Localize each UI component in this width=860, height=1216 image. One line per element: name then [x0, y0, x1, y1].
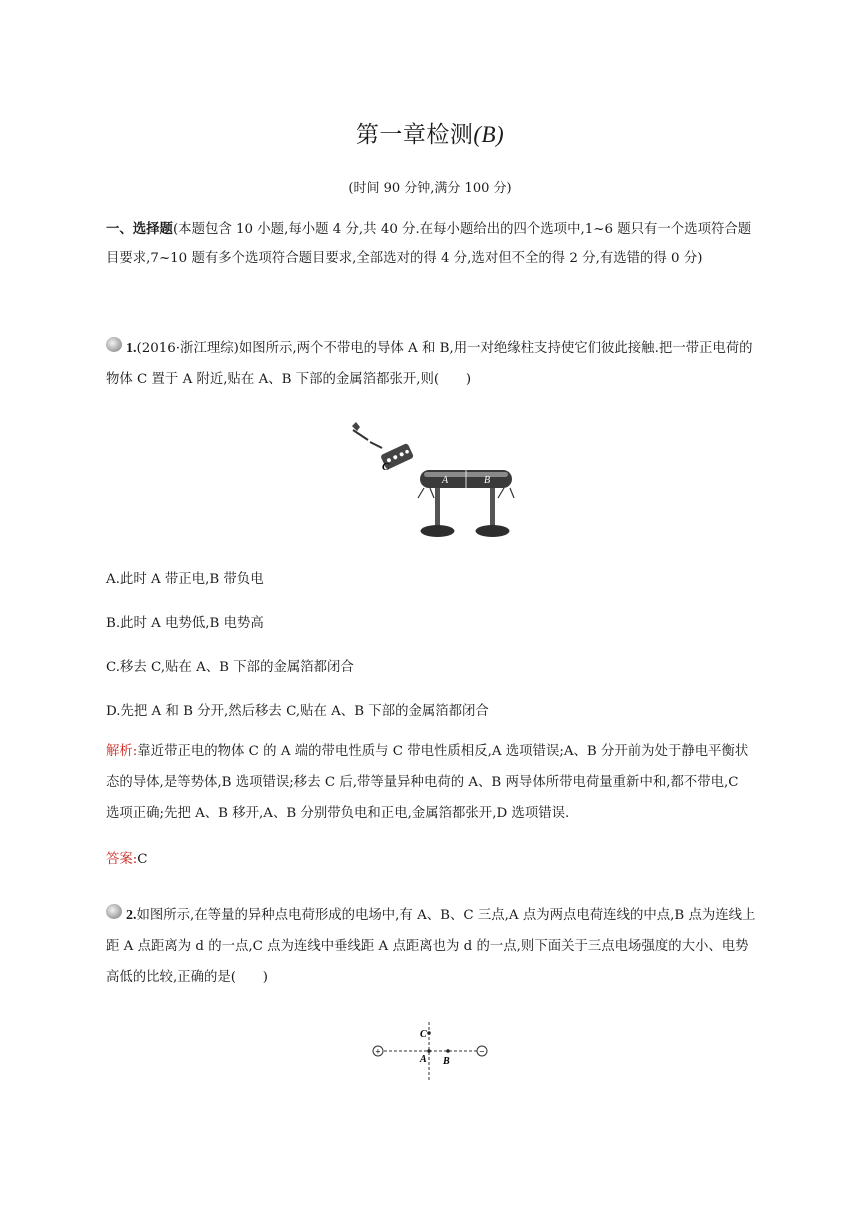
analysis-label: 解析:	[106, 744, 138, 759]
question-2-stem	[106, 900, 756, 993]
label-c: C	[420, 1029, 427, 1040]
label-a: A	[442, 475, 449, 486]
label-b: B	[443, 1056, 450, 1067]
exam-info: (时间 90 分钟,满分 100 分)	[348, 181, 512, 196]
holder-hand-shape	[352, 422, 360, 431]
label-b: B	[484, 475, 491, 486]
section-heading: 一、选择题	[106, 222, 173, 237]
label-c: C	[382, 461, 390, 473]
holder-rod-2	[370, 442, 382, 448]
option-d: D.先把 A 和 B 分开,然后移去 C,贴在 A、B 下部的金属箔都闭合	[106, 704, 489, 719]
point-a	[427, 1049, 431, 1053]
question-1-stem	[106, 333, 756, 395]
question-1-number: 1.	[126, 341, 137, 356]
holder-rod	[353, 430, 368, 440]
question-2-number: 2.	[126, 908, 137, 923]
stand-b-post	[490, 488, 495, 528]
question-2-text: 如图所示,在等量的异种点电荷形成的电场中,有 A、B、C 三点,A 点为两点电荷连线的中点,B 点为连线上距 A 点距离为 d 的一点,C 点为连线中垂线距 A 点距离也为 d 的一点,则下面关于三点电场强度的大小、电势高低的比较,正确的是( )	[106, 908, 756, 985]
title-main: 第一章检测	[355, 122, 474, 148]
section-description: (本题包含 10 小题,每小题 4 分,共 40 分.在每小题给出的四个选项中,1~6 题只有一个选项符合题目要求,7~10 题有多个选项符合题目要求,全部选对的得 4 分,选对但不全的得 2 分,有选错的得 0 分)	[106, 222, 752, 266]
point-b	[446, 1049, 450, 1053]
figure-field	[368, 1020, 493, 1085]
point-c	[427, 1031, 431, 1035]
answer-value: C	[137, 852, 148, 867]
foil-a	[418, 488, 434, 498]
question-1-text: (2016·浙江理综)如图所示,两个不带电的导体 A 和 B,用一对绝缘柱支持使它们彼此接触.把一带正电荷的物体 C 置于 A 附近,贴在 A、B 下部的金属箔都张开,则( )	[106, 341, 753, 387]
label-a: A	[420, 1054, 427, 1065]
option-c: C.移去 C,贴在 A、B 下部的金属箔都闭合	[106, 660, 354, 675]
question-1-analysis	[106, 736, 756, 829]
stand-a-post	[435, 488, 440, 528]
section-instructions	[106, 215, 756, 273]
minus-sign: −	[479, 1046, 485, 1057]
title-suffix: (B)	[473, 122, 505, 147]
foil-b	[498, 488, 514, 498]
page-title	[0, 116, 860, 149]
analysis-text: 靠近带正电的物体 C 的 A 端的带电性质与 C 带电性质相反,A 选项错误;A、B 分开前为处于静电平衡状态的导体,是等势体,B 选项错误;移去 C 后,带等量异种电荷的 A、B 两导体所带电荷量重新中和,都不带电,C 选项正确;先把 A、B 移开,A、B 分别带负电和正电,金属箔都张开,D 选项错误.	[106, 744, 749, 821]
stand-b-base	[476, 525, 510, 537]
figure-conductors	[340, 418, 530, 543]
option-b: B.此时 A 电势低,B 电势高	[106, 616, 264, 631]
question-1-answer	[106, 848, 148, 867]
plus-sign: +	[375, 1046, 381, 1057]
answer-label: 答案:	[106, 852, 138, 867]
stand-a-base	[421, 525, 455, 537]
option-a: A.此时 A 带正电,B 带负电	[106, 572, 264, 587]
